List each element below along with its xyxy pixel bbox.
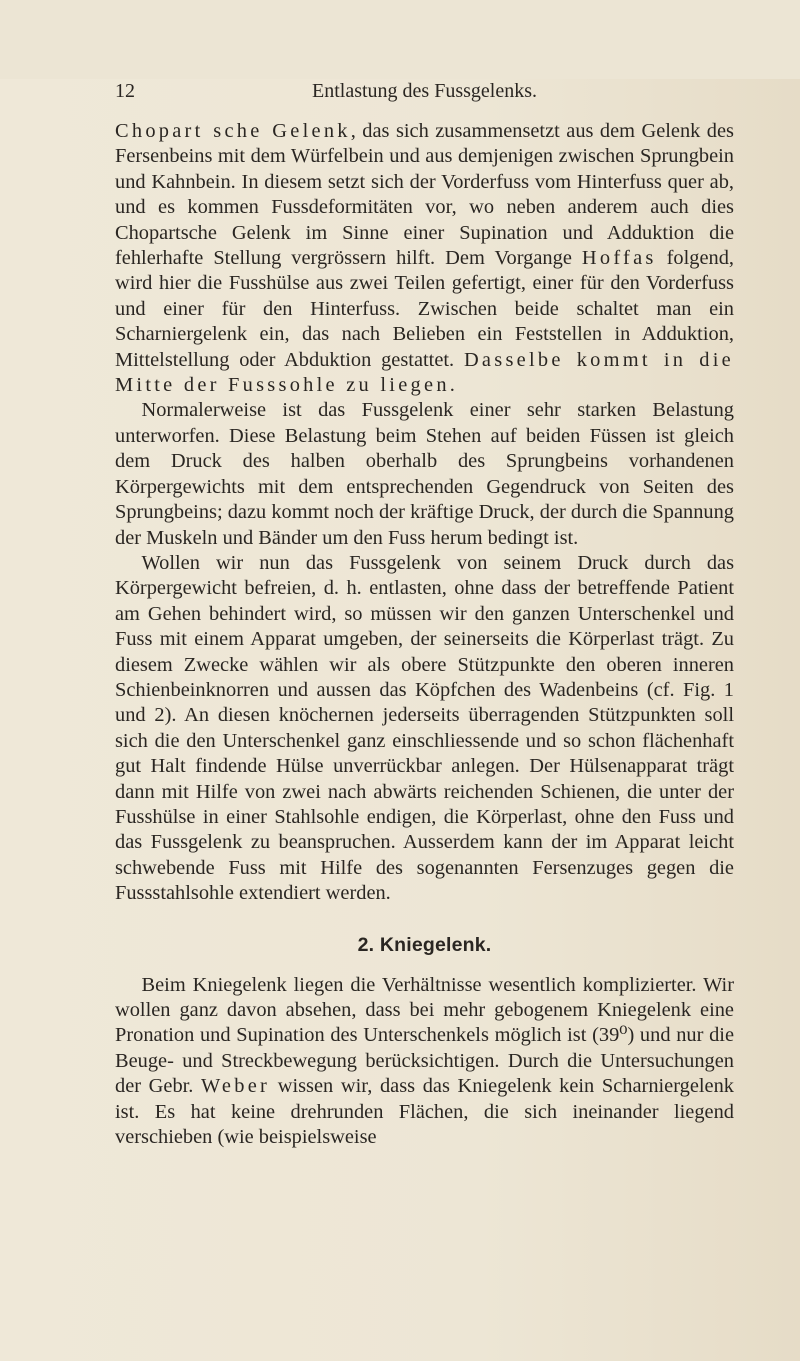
paragraph-1-text-b: folgend, wird hier die Fusshülse aus zwei Teilen gefertigt, einer für den Vorderfuss und einer für den Hinterfuss. Zwischen beide schaltet man ein Scharniergelenk ein, das nach Belieben ein Feststellen in Adduktion, Mittelstellung oder Abduktion gestattet. [115, 247, 734, 371]
section-heading-kniegelenk: 2. Kniegelenk. [357, 933, 492, 956]
page-header [115, 79, 734, 119]
author-weber: Weber [201, 1075, 271, 1098]
paragraph-entlastung: Wollen wir nun das Fussgelenk von seinem Druck durch das Körpergewicht befreien, d. h. entlasten, ohne dass der betreffende Patient am Gehen behindert wird, so müssen wir den ganzen Unterschenkel und Fuss mit einem Apparat umgeben, der seinerseits die Körperlast trägt. Zu diesem Zwecke wählen wir als obere Stützpunkte den oberen inneren Schienbeinknorren und aussen das Köpfchen des Wadenbeins (cf. Fig. 1 und 2). An diesen knöchernen jederseits überragenden Stützpunkten soll sich die den Unterschenkel ganz einschliessende und so schon flächenhaft gut Halt findende Hülse unverrückbar anlegen. Der Hülsenapparat trägt dann mit Hilfe von zwei nach abwärts reichenden Schienen, die unter der Fusshülse in einer Stahlsohle endigen, die Körperlast, ohne den Fuss und das Fussgelenk zu beanspruchen. Ausserdem kann der im Apparat leicht schwebende Fuss mit Hilfe des sogenannten Fersenzuges gegen die Fussstahlsohle extendiert werden. [115, 551, 734, 905]
paragraph-4-text-a: Beim Kniegelenk liegen die Verhältnisse wesentlich komplizierter. Wir wollen ganz davon absehen, dass bei mehr gebogenem Kniegelenk eine Pronation und Supination des Unterschenkels möglich ist (39⁰) und nur die Beuge- und Streckbewegung berücksichtigen. Durch die Untersuchungen der Gebr. [115, 973, 734, 1098]
emphasis-sentence: Dasselbe kommt in die Mitte der Fusssohle zu liegen. [115, 348, 734, 397]
page-number: 12 [115, 80, 135, 102]
paragraph-chopart [115, 119, 734, 398]
paragraph-belastung: Normalerweise ist das Fussgelenk einer sehr starken Belastung unterworfen. Diese Belastung beim Stehen auf beiden Füssen ist gleich dem Druck des halben oberhalb des Sprungbeins vorhandenen Körpergewichts mit dem entsprechenden Gegendruck von Seiten des Sprungbeins; dazu kommt noch der kräftige Druck, der durch die Spannung der Muskeln und Bänder um den Fuss herum bedingt ist. [115, 399, 734, 549]
paragraph-1-text-a: , das sich zusammensetzt aus dem Gelenk des Fersenbeins mit dem Würfelbein und aus demjenigen zwischen Sprungbein und Kahnbein. In diesem setzt sich der Vorderfuss vom Hinterfuss quer ab, und es kommen Fussdeformitäten vor, wo neben anderem auch dies Chopartsche Gelenk im Sinne einer Supination und Adduktion die fehlerhafte Stellung vergrössern hilft. Dem Vorgange [115, 120, 734, 270]
running-head: Entlastung des Fussgelenks. [312, 80, 537, 102]
emphasis-chopart: Chopart sche Gelenk [115, 120, 351, 142]
author-hoffa: Hoffas [581, 247, 657, 270]
paragraph-kniegelenk [115, 973, 734, 1151]
paragraph-4-text-b: wissen wir, dass das Kniegelenk kein Scharniergelenk ist. Es hat keine drehrunden Flächen, die sich ineinander liegend verschieben (wie beispielsweise [115, 1075, 734, 1149]
body-text [115, 119, 734, 1150]
book-page [0, 79, 800, 1361]
